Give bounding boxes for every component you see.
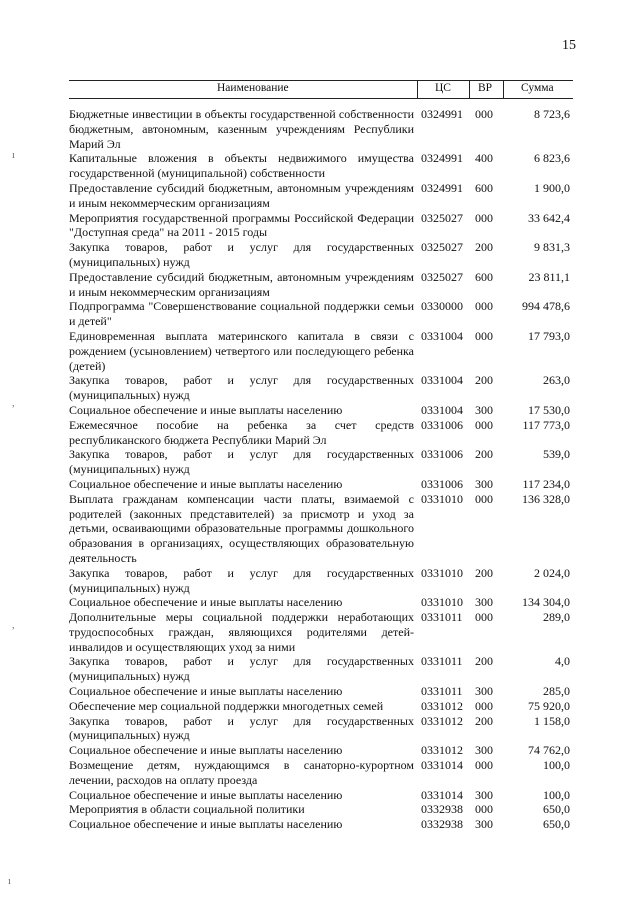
row-cs: 0324991: [421, 180, 463, 195]
row-sum: 17 793,0: [528, 328, 570, 343]
row-name: Выплата гражданам компенсации части платы, взимаемой с родителей (законных представителей) за присмотр и уход за детьми, осваивающими образовательные программы дошкольного образования в организациях, осуществляющих образовательную деятельность: [69, 491, 414, 565]
row-sum: 8 723,6: [534, 107, 570, 121]
row-sum: 4,0: [555, 654, 570, 669]
row-sum: 9 831,3: [534, 240, 570, 255]
table-header: [69, 80, 573, 99]
row-vr: 000: [475, 210, 493, 225]
header-sum: Сумма: [521, 82, 554, 94]
row-cs: 0331014: [421, 758, 463, 773]
table-row: [69, 403, 573, 418]
table-row: [69, 743, 573, 758]
row-cs: 0331006: [421, 417, 463, 432]
row-vr: 200: [475, 240, 493, 255]
row-name: Социальное обеспечение и иные выплаты населению: [69, 743, 343, 758]
row-cs: 0331006: [421, 447, 463, 462]
row-vr: 300: [475, 402, 493, 417]
row-sum: 2 024,0: [534, 565, 570, 580]
table-row: [69, 211, 573, 241]
row-sum: 33 642,4: [528, 210, 570, 225]
row-name: Бюджетные инвестиции в объекты государственной собственности бюджетным, автономным, казенным учреждениям Республики Марий Эл: [69, 107, 414, 151]
margin-mark: ı: [12, 150, 15, 161]
table-row: [69, 566, 573, 596]
row-vr: 000: [475, 328, 493, 343]
row-cs: 0331010: [421, 565, 463, 580]
row-name: Социальное обеспечение и иные выплаты населению: [69, 595, 343, 610]
row-sum: 117 773,0: [522, 417, 570, 432]
table-row: [69, 699, 573, 714]
row-vr: 200: [475, 447, 493, 462]
row-cs: 0331012: [421, 713, 463, 728]
header-divider: [503, 81, 504, 98]
table-row: [69, 595, 573, 610]
row-vr: 200: [475, 654, 493, 669]
row-cs: 0331011: [421, 654, 463, 669]
row-name: Мероприятия государственной программы Российской Федерации "Доступная среда" на 2011 - 2015 годы: [69, 210, 414, 240]
header-divider: [469, 81, 470, 98]
row-name: Закупка товаров, работ и услуг для государственных (муниципальных) нужд: [69, 240, 414, 269]
row-name: Подпрограмма "Совершенствование социальной поддержки семьи и детей": [69, 299, 414, 329]
row-sum: 136 328,0: [522, 491, 570, 506]
row-vr: 200: [475, 565, 493, 580]
table-row: [69, 418, 573, 448]
header-cs: ЦС: [435, 82, 451, 94]
row-cs: 0325027: [421, 210, 463, 225]
row-vr: 000: [475, 417, 493, 432]
row-vr: 300: [475, 595, 493, 610]
margin-mark: ,: [12, 398, 15, 409]
table-row: [69, 447, 573, 477]
row-cs: 0331004: [421, 373, 463, 388]
row-name: Социальное обеспечение и иные выплаты населению: [69, 787, 343, 802]
row-cs: 0324991: [421, 107, 463, 121]
row-name: Социальное обеспечение и иные выплаты населению: [69, 476, 343, 491]
table-row: [69, 373, 573, 403]
row-sum: 134 304,0: [522, 595, 570, 610]
row-name: Обеспечение мер социальной поддержки многодетных семей: [69, 698, 384, 713]
row-sum: 6 823,6: [534, 151, 570, 166]
row-vr: 000: [475, 299, 493, 314]
row-vr: 600: [475, 180, 493, 195]
row-sum: 289,0: [543, 610, 570, 625]
row-vr: 000: [475, 698, 493, 713]
row-sum: 1 158,0: [534, 713, 570, 728]
row-vr: 000: [475, 802, 493, 817]
row-sum: 285,0: [543, 684, 570, 699]
table-row: [69, 654, 573, 684]
row-vr: 200: [475, 373, 493, 388]
row-sum: 1 900,0: [534, 180, 570, 195]
row-sum: 100,0: [543, 758, 570, 773]
table-row: [69, 477, 573, 492]
row-vr: 300: [475, 476, 493, 491]
row-cs: 0325027: [421, 269, 463, 284]
table-row: [69, 270, 573, 300]
row-name: Мероприятия в области социальной политики: [69, 802, 305, 817]
row-cs: 0331012: [421, 698, 463, 713]
row-name: Ежемесячное пособие на ребенка за счет средств республиканского бюджета Республики Марий Эл: [69, 417, 414, 447]
row-vr: 300: [475, 787, 493, 802]
table-row: [69, 240, 573, 270]
row-name: Единовременная выплата материнского капитала в связи с рождением (усыновлением) четвертого или последующего ребенка (детей): [69, 328, 414, 373]
row-sum: 117 234,0: [522, 476, 570, 491]
row-sum: 539,0: [543, 447, 570, 462]
row-vr: 000: [475, 758, 493, 773]
margin-mark: ı: [8, 876, 11, 887]
table-row: [69, 299, 573, 329]
row-cs: 0331004: [421, 328, 463, 343]
row-name: Возмещение детям, нуждающимся в санаторно-курортном лечении, расходов на оплату проезда: [69, 758, 414, 787]
row-cs: 0331004: [421, 402, 463, 417]
table-row: [69, 817, 573, 832]
row-name: Закупка товаров, работ и услуг для государственных (муниципальных) нужд: [69, 447, 414, 477]
row-name: Дополнительные меры социальной поддержки неработающих трудоспособных граждан, являющихся родителями детей-инвалидов и осуществляющих уход за ними: [69, 610, 414, 654]
table-row: [69, 492, 573, 566]
row-sum: 17 530,0: [528, 402, 570, 417]
row-cs: 0330000: [421, 299, 463, 314]
header-divider: [417, 81, 418, 98]
row-vr: 200: [475, 713, 493, 728]
row-name: Социальное обеспечение и иные выплаты населению: [69, 684, 343, 699]
row-name: Закупка товаров, работ и услуг для государственных (муниципальных) нужд: [69, 654, 414, 684]
row-vr: 000: [475, 107, 493, 121]
table-row: [69, 684, 573, 699]
row-name: Предоставление субсидий бюджетным, автономным учреждениям и иным некоммерческим организациям: [69, 269, 414, 299]
header-vr: ВР: [478, 82, 493, 94]
row-vr: 300: [475, 743, 493, 758]
row-name: Социальное обеспечение и иные выплаты населению: [69, 817, 343, 832]
row-cs: 0332938: [421, 817, 463, 832]
table-row: [69, 714, 573, 744]
row-name: Закупка товаров, работ и услуг для государственных (муниципальных) нужд: [69, 565, 414, 595]
row-cs: 0332938: [421, 802, 463, 817]
row-name: Капитальные вложения в объекты недвижимого имущества государственной (муниципальной) собственности: [69, 151, 414, 181]
row-name: Закупка товаров, работ и услуг для государственных (муниципальных) нужд: [69, 373, 414, 403]
table-row: [69, 151, 573, 181]
row-cs: 0331010: [421, 595, 463, 610]
table-row: [69, 758, 573, 788]
row-sum: 100,0: [543, 787, 570, 802]
row-vr: 600: [475, 269, 493, 284]
row-name: Предоставление субсидий бюджетным, автономным учреждениям и иным некоммерческим организациям: [69, 180, 414, 210]
row-cs: 0331006: [421, 476, 463, 491]
margin-mark: ,: [12, 620, 15, 631]
table-row: [69, 788, 573, 803]
table-row: [69, 610, 573, 654]
row-sum: 650,0: [543, 802, 570, 817]
row-vr: 300: [475, 684, 493, 699]
row-cs: 0331012: [421, 743, 463, 758]
table-row: [69, 181, 573, 211]
header-name: Наименование: [217, 82, 289, 94]
row-sum: 23 811,1: [528, 269, 570, 284]
table-body: [69, 107, 573, 832]
row-cs: 0325027: [421, 240, 463, 255]
row-cs: 0331014: [421, 787, 463, 802]
row-cs: 0331011: [421, 610, 463, 625]
row-cs: 0331011: [421, 684, 463, 699]
row-vr: 000: [475, 610, 493, 625]
table-row: [69, 802, 573, 817]
row-sum: 75 920,0: [528, 698, 570, 713]
table-row: [69, 329, 573, 373]
row-sum: 74 762,0: [528, 743, 570, 758]
page-number: 15: [562, 38, 576, 53]
row-vr: 400: [475, 151, 493, 166]
row-cs: 0324991: [421, 151, 463, 166]
row-vr: 000: [475, 491, 493, 506]
row-name: Закупка товаров, работ и услуг для государственных (муниципальных) нужд: [69, 713, 414, 743]
row-sum: 263,0: [543, 373, 570, 388]
table-row: [69, 107, 573, 151]
row-vr: 300: [475, 817, 493, 832]
row-sum: 650,0: [543, 817, 570, 832]
row-cs: 0331010: [421, 491, 463, 506]
row-name: Социальное обеспечение и иные выплаты населению: [69, 402, 343, 417]
row-sum: 994 478,6: [522, 299, 570, 314]
